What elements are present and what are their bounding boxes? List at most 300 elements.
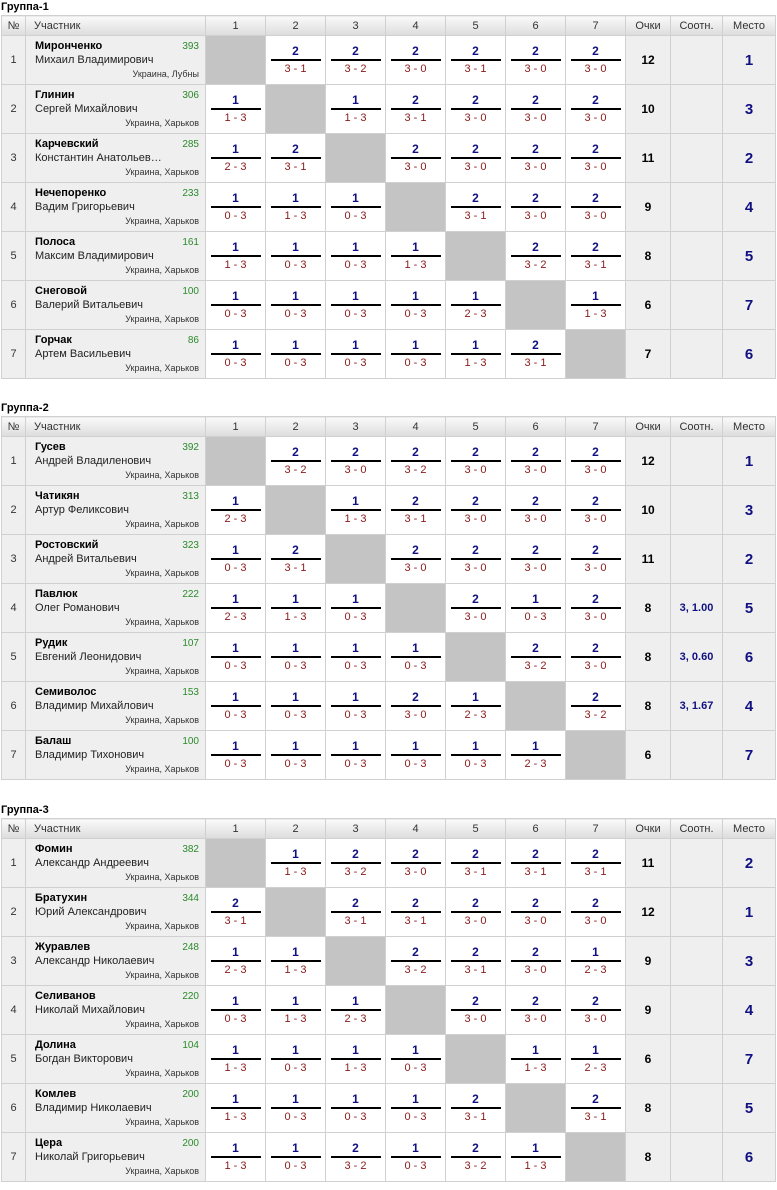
match-cell bbox=[566, 36, 626, 85]
player-first-name: Андрей Витальевич bbox=[35, 553, 137, 565]
match-points: 2 bbox=[292, 142, 299, 156]
table-row bbox=[2, 232, 776, 281]
total-points: 6 bbox=[626, 1035, 671, 1084]
player-surname[interactable]: Балаш bbox=[35, 735, 72, 747]
match-points: 2 bbox=[592, 445, 599, 459]
match-points: 2 bbox=[592, 896, 599, 910]
player-surname[interactable]: Рудик bbox=[35, 637, 68, 649]
match-score: 3 - 0 bbox=[584, 513, 607, 525]
header-points: Очки bbox=[626, 819, 671, 839]
match-points: 2 bbox=[592, 592, 599, 606]
match-cell bbox=[326, 330, 386, 379]
match-points: 1 bbox=[232, 142, 239, 156]
player-surname[interactable]: Гусев bbox=[35, 441, 66, 453]
player-rating: 248 bbox=[182, 942, 199, 953]
row-number: 5 bbox=[2, 1035, 26, 1084]
match-score: 3 - 0 bbox=[584, 161, 607, 173]
header-col-3: 3 bbox=[326, 16, 386, 36]
match-score: 3 - 2 bbox=[524, 259, 547, 271]
match-score: 1 - 3 bbox=[224, 1062, 247, 1074]
player-first-name: Константин Анатольев… bbox=[35, 152, 162, 164]
match-cell bbox=[206, 1035, 266, 1084]
player-city: Украина, Харьков bbox=[125, 764, 199, 774]
match-points: 2 bbox=[472, 994, 479, 1008]
player-city: Украина, Харьков bbox=[125, 666, 199, 676]
row-number: 7 bbox=[2, 731, 26, 780]
player-cell[interactable] bbox=[26, 937, 206, 986]
match-points: 1 bbox=[292, 739, 299, 753]
match-points: 2 bbox=[352, 896, 359, 910]
ratio bbox=[671, 1035, 723, 1084]
match-score: 0 - 3 bbox=[344, 660, 367, 672]
player-surname[interactable]: Чатикян bbox=[35, 490, 80, 502]
total-points: 12 bbox=[626, 888, 671, 937]
total-points: 6 bbox=[626, 731, 671, 780]
match-points: 2 bbox=[472, 847, 479, 861]
match-score: 0 - 3 bbox=[224, 562, 247, 574]
place: 5 bbox=[723, 584, 776, 633]
player-surname[interactable]: Ростовский bbox=[35, 539, 99, 551]
player-first-name: Михаил Владимирович bbox=[35, 54, 154, 66]
match-cell bbox=[506, 1035, 566, 1084]
player-cell[interactable] bbox=[26, 1133, 206, 1182]
total-points: 12 bbox=[626, 437, 671, 486]
player-rating: 104 bbox=[182, 1040, 199, 1051]
player-city: Украина, Харьков bbox=[125, 363, 199, 373]
match-cell bbox=[386, 1035, 446, 1084]
match-points: 1 bbox=[352, 191, 359, 205]
match-cell bbox=[506, 232, 566, 281]
place: 2 bbox=[723, 839, 776, 888]
player-cell[interactable] bbox=[26, 584, 206, 633]
match-cell bbox=[206, 888, 266, 937]
match-points: 2 bbox=[592, 191, 599, 205]
round-robin-table bbox=[1, 15, 776, 379]
total-points: 11 bbox=[626, 839, 671, 888]
match-cell bbox=[446, 888, 506, 937]
diagonal-cell bbox=[326, 937, 386, 986]
match-score: 0 - 3 bbox=[404, 357, 427, 369]
player-cell[interactable] bbox=[26, 731, 206, 780]
match-points: 2 bbox=[532, 93, 539, 107]
match-points: 1 bbox=[352, 1043, 359, 1057]
match-score: 2 - 3 bbox=[224, 161, 247, 173]
match-points: 1 bbox=[232, 240, 239, 254]
match-points: 1 bbox=[532, 739, 539, 753]
match-score: 2 - 3 bbox=[584, 1062, 607, 1074]
match-points: 1 bbox=[412, 1092, 419, 1106]
player-first-name: Александр Андреевич bbox=[35, 857, 149, 869]
match-score: 3 - 2 bbox=[464, 1160, 487, 1172]
match-cell bbox=[566, 839, 626, 888]
player-rating: 100 bbox=[182, 736, 199, 747]
match-cell bbox=[386, 1084, 446, 1133]
match-points: 2 bbox=[532, 191, 539, 205]
group-title: Группа-1 bbox=[1, 1, 49, 13]
player-cell[interactable] bbox=[26, 682, 206, 731]
match-cell bbox=[266, 731, 326, 780]
match-points: 2 bbox=[412, 494, 419, 508]
match-score: 3 - 0 bbox=[524, 562, 547, 574]
match-cell bbox=[206, 937, 266, 986]
diagonal-cell bbox=[266, 85, 326, 134]
match-cell bbox=[326, 281, 386, 330]
match-cell bbox=[326, 183, 386, 232]
match-points: 1 bbox=[232, 641, 239, 655]
match-cell bbox=[326, 633, 386, 682]
player-surname[interactable]: Горчак bbox=[35, 334, 72, 346]
match-cell bbox=[506, 535, 566, 584]
match-cell bbox=[446, 183, 506, 232]
match-cell bbox=[566, 486, 626, 535]
table-row bbox=[2, 888, 776, 937]
player-cell[interactable] bbox=[26, 85, 206, 134]
match-points: 1 bbox=[232, 739, 239, 753]
match-score: 3 - 1 bbox=[584, 866, 607, 878]
match-cell bbox=[446, 937, 506, 986]
match-score: 3 - 1 bbox=[224, 915, 247, 927]
match-score: 3 - 0 bbox=[584, 1013, 607, 1025]
match-cell bbox=[446, 986, 506, 1035]
player-city: Украина, Харьков bbox=[125, 1068, 199, 1078]
player-cell[interactable] bbox=[26, 183, 206, 232]
total-points: 11 bbox=[626, 134, 671, 183]
match-points: 1 bbox=[292, 1141, 299, 1155]
row-number: 4 bbox=[2, 986, 26, 1035]
match-points: 1 bbox=[232, 945, 239, 959]
match-score: 1 - 3 bbox=[224, 1160, 247, 1172]
table-row bbox=[2, 731, 776, 780]
player-surname[interactable]: Братухин bbox=[35, 892, 88, 904]
match-score: 3 - 2 bbox=[404, 464, 427, 476]
player-cell[interactable] bbox=[26, 535, 206, 584]
header-col-3: 3 bbox=[326, 417, 386, 437]
player-city: Украина, Харьков bbox=[125, 970, 199, 980]
header-row bbox=[2, 16, 776, 36]
match-cell bbox=[266, 232, 326, 281]
match-cell bbox=[566, 535, 626, 584]
player-first-name: Богдан Викторович bbox=[35, 1053, 133, 1065]
player-cell[interactable] bbox=[26, 330, 206, 379]
player-surname[interactable]: Нечепоренко bbox=[35, 187, 107, 199]
match-score: 0 - 3 bbox=[344, 308, 367, 320]
match-score: 3 - 1 bbox=[464, 63, 487, 75]
match-cell bbox=[386, 633, 446, 682]
player-cell[interactable] bbox=[26, 633, 206, 682]
player-surname[interactable]: Журавлев bbox=[35, 941, 91, 953]
row-number: 4 bbox=[2, 584, 26, 633]
header-col-7: 7 bbox=[566, 819, 626, 839]
match-cell bbox=[206, 682, 266, 731]
header-row bbox=[2, 417, 776, 437]
match-points: 1 bbox=[472, 289, 479, 303]
player-cell[interactable] bbox=[26, 839, 206, 888]
match-points: 2 bbox=[532, 641, 539, 655]
header-col-4: 4 bbox=[386, 417, 446, 437]
match-cell bbox=[446, 584, 506, 633]
match-score: 1 - 3 bbox=[344, 112, 367, 124]
row-number: 2 bbox=[2, 85, 26, 134]
match-score: 0 - 3 bbox=[404, 1111, 427, 1123]
player-surname[interactable]: Комлев bbox=[35, 1088, 77, 1100]
match-score: 3 - 1 bbox=[344, 915, 367, 927]
player-surname[interactable]: Миронченко bbox=[35, 40, 103, 52]
player-cell[interactable] bbox=[26, 486, 206, 535]
place: 7 bbox=[723, 281, 776, 330]
player-surname[interactable]: Селиванов bbox=[35, 990, 96, 1002]
match-cell bbox=[566, 986, 626, 1035]
header-col-4: 4 bbox=[386, 16, 446, 36]
player-cell[interactable] bbox=[26, 437, 206, 486]
player-cell[interactable] bbox=[26, 232, 206, 281]
match-points: 1 bbox=[352, 739, 359, 753]
match-points: 2 bbox=[532, 44, 539, 58]
match-points: 1 bbox=[592, 945, 599, 959]
match-cell bbox=[386, 232, 446, 281]
match-score: 0 - 3 bbox=[224, 357, 247, 369]
match-points: 1 bbox=[412, 289, 419, 303]
match-score: 3 - 0 bbox=[584, 562, 607, 574]
match-score: 2 - 3 bbox=[524, 758, 547, 770]
match-score: 3 - 1 bbox=[284, 63, 307, 75]
player-first-name: Артем Васильевич bbox=[35, 348, 131, 360]
match-points: 2 bbox=[532, 338, 539, 352]
diagonal-cell bbox=[386, 986, 446, 1035]
player-cell[interactable] bbox=[26, 1084, 206, 1133]
match-points: 2 bbox=[472, 1141, 479, 1155]
player-cell[interactable] bbox=[26, 986, 206, 1035]
player-surname[interactable]: Фомин bbox=[35, 843, 73, 855]
match-score: 3 - 0 bbox=[344, 464, 367, 476]
table-row bbox=[2, 1084, 776, 1133]
match-points: 2 bbox=[472, 1092, 479, 1106]
place: 1 bbox=[723, 888, 776, 937]
player-rating: 86 bbox=[187, 335, 199, 346]
match-points: 1 bbox=[352, 690, 359, 704]
diagonal-cell bbox=[266, 486, 326, 535]
row-number: 3 bbox=[2, 134, 26, 183]
group-title: Группа-2 bbox=[1, 402, 49, 414]
player-city: Украина, Харьков bbox=[125, 568, 199, 578]
ratio bbox=[671, 1084, 723, 1133]
match-cell bbox=[206, 486, 266, 535]
player-surname[interactable]: Карчевский bbox=[35, 138, 99, 150]
player-surname[interactable]: Полоса bbox=[35, 236, 76, 248]
ratio bbox=[671, 330, 723, 379]
match-score: 3 - 2 bbox=[344, 63, 367, 75]
ratio bbox=[671, 281, 723, 330]
match-cell bbox=[386, 535, 446, 584]
match-cell bbox=[446, 486, 506, 535]
player-surname[interactable]: Цера bbox=[35, 1137, 63, 1149]
ratio bbox=[671, 986, 723, 1035]
match-points: 1 bbox=[412, 1043, 419, 1057]
match-cell bbox=[566, 682, 626, 731]
match-cell bbox=[206, 183, 266, 232]
match-score: 3 - 2 bbox=[284, 464, 307, 476]
header-place: Место bbox=[723, 16, 776, 36]
match-points: 1 bbox=[232, 494, 239, 508]
player-cell[interactable] bbox=[26, 888, 206, 937]
match-score: 3 - 0 bbox=[584, 63, 607, 75]
row-number: 7 bbox=[2, 1133, 26, 1182]
match-points: 1 bbox=[292, 994, 299, 1008]
match-cell bbox=[506, 36, 566, 85]
match-cell bbox=[446, 839, 506, 888]
match-points: 1 bbox=[232, 592, 239, 606]
player-rating: 285 bbox=[182, 139, 199, 150]
row-number: 4 bbox=[2, 183, 26, 232]
match-points: 2 bbox=[592, 690, 599, 704]
header-ratio: Соотн. bbox=[671, 819, 723, 839]
ratio bbox=[671, 134, 723, 183]
match-cell bbox=[206, 134, 266, 183]
ratio bbox=[671, 731, 723, 780]
row-number: 3 bbox=[2, 937, 26, 986]
player-first-name: Вадим Григорьевич bbox=[35, 201, 135, 213]
match-cell bbox=[326, 85, 386, 134]
match-points: 2 bbox=[532, 142, 539, 156]
match-cell bbox=[446, 36, 506, 85]
header-col-5: 5 bbox=[446, 417, 506, 437]
match-score: 0 - 3 bbox=[344, 357, 367, 369]
header-num: № bbox=[2, 16, 26, 36]
match-score: 2 - 3 bbox=[224, 964, 247, 976]
match-points: 1 bbox=[292, 1092, 299, 1106]
table-row bbox=[2, 584, 776, 633]
match-cell bbox=[566, 584, 626, 633]
match-score: 3 - 2 bbox=[524, 660, 547, 672]
player-cell[interactable] bbox=[26, 1035, 206, 1084]
player-city: Украина, Харьков bbox=[125, 1166, 199, 1176]
player-cell[interactable] bbox=[26, 36, 206, 85]
match-score: 0 - 3 bbox=[284, 1111, 307, 1123]
match-cell bbox=[446, 330, 506, 379]
total-points: 7 bbox=[626, 330, 671, 379]
match-score: 3 - 1 bbox=[284, 161, 307, 173]
header-col-1: 1 bbox=[206, 16, 266, 36]
match-cell bbox=[386, 36, 446, 85]
player-surname[interactable]: Глинин bbox=[35, 89, 75, 101]
place: 6 bbox=[723, 1133, 776, 1182]
place: 4 bbox=[723, 986, 776, 1035]
player-first-name: Олег Романович bbox=[35, 602, 120, 614]
match-score: 3 - 0 bbox=[524, 112, 547, 124]
player-cell[interactable] bbox=[26, 281, 206, 330]
match-cell bbox=[446, 1084, 506, 1133]
match-score: 3 - 0 bbox=[524, 964, 547, 976]
match-points: 1 bbox=[232, 543, 239, 557]
player-first-name: Артур Феликсович bbox=[35, 504, 129, 516]
total-points: 12 bbox=[626, 36, 671, 85]
match-score: 3 - 0 bbox=[524, 210, 547, 222]
table-row bbox=[2, 281, 776, 330]
header-col-7: 7 bbox=[566, 16, 626, 36]
player-city: Украина, Харьков bbox=[125, 872, 199, 882]
header-num: № bbox=[2, 417, 26, 437]
table-row bbox=[2, 330, 776, 379]
player-surname[interactable]: Семиволос bbox=[35, 686, 97, 698]
match-score: 1 - 3 bbox=[344, 1062, 367, 1074]
match-score: 3 - 0 bbox=[524, 161, 547, 173]
ratio: 3, 0.60 bbox=[671, 633, 723, 682]
match-points: 1 bbox=[472, 739, 479, 753]
match-cell bbox=[566, 937, 626, 986]
match-cell bbox=[506, 839, 566, 888]
match-points: 2 bbox=[592, 240, 599, 254]
match-score: 3 - 1 bbox=[404, 112, 427, 124]
ratio bbox=[671, 1133, 723, 1182]
match-points: 1 bbox=[352, 1092, 359, 1106]
match-points: 1 bbox=[412, 240, 419, 254]
match-cell bbox=[266, 1035, 326, 1084]
player-rating: 153 bbox=[182, 687, 199, 698]
match-points: 2 bbox=[412, 847, 419, 861]
player-surname[interactable]: Долина bbox=[35, 1039, 76, 1051]
header-col-1: 1 bbox=[206, 417, 266, 437]
match-score: 3 - 0 bbox=[404, 709, 427, 721]
player-surname[interactable]: Снеговой bbox=[35, 285, 87, 297]
match-cell bbox=[326, 1133, 386, 1182]
ratio: 3, 1.67 bbox=[671, 682, 723, 731]
match-score: 0 - 3 bbox=[224, 210, 247, 222]
match-cell bbox=[506, 986, 566, 1035]
player-city: Украина, Харьков bbox=[125, 265, 199, 275]
player-first-name: Николай Михайлович bbox=[35, 1004, 145, 1016]
match-score: 3 - 0 bbox=[404, 562, 427, 574]
match-cell bbox=[206, 584, 266, 633]
match-cell bbox=[566, 437, 626, 486]
ratio bbox=[671, 183, 723, 232]
header-player: Участник bbox=[26, 417, 206, 437]
match-cell bbox=[266, 839, 326, 888]
match-score: 3 - 1 bbox=[464, 866, 487, 878]
match-cell bbox=[206, 281, 266, 330]
player-rating: 306 bbox=[182, 90, 199, 101]
player-first-name: Максим Владимирович bbox=[35, 250, 154, 262]
match-score: 1 - 3 bbox=[284, 1013, 307, 1025]
match-score: 0 - 3 bbox=[284, 660, 307, 672]
player-cell[interactable] bbox=[26, 134, 206, 183]
match-points: 2 bbox=[232, 896, 239, 910]
match-cell bbox=[566, 85, 626, 134]
match-points: 2 bbox=[292, 44, 299, 58]
ratio bbox=[671, 437, 723, 486]
match-score: 3 - 2 bbox=[344, 1160, 367, 1172]
match-score: 3 - 0 bbox=[584, 112, 607, 124]
player-surname[interactable]: Павлюк bbox=[35, 588, 78, 600]
header-points: Очки bbox=[626, 417, 671, 437]
place: 6 bbox=[723, 633, 776, 682]
match-score: 0 - 3 bbox=[524, 611, 547, 623]
match-points: 1 bbox=[352, 93, 359, 107]
diagonal-cell bbox=[326, 134, 386, 183]
table-row bbox=[2, 1133, 776, 1182]
match-score: 1 - 3 bbox=[404, 259, 427, 271]
row-number: 3 bbox=[2, 535, 26, 584]
match-cell bbox=[266, 682, 326, 731]
player-rating: 392 bbox=[182, 442, 199, 453]
match-score: 0 - 3 bbox=[224, 709, 247, 721]
match-score: 0 - 3 bbox=[284, 357, 307, 369]
match-score: 1 - 3 bbox=[284, 866, 307, 878]
match-cell bbox=[386, 888, 446, 937]
match-score: 3 - 1 bbox=[524, 866, 547, 878]
match-cell bbox=[506, 888, 566, 937]
match-score: 0 - 3 bbox=[284, 709, 307, 721]
row-number: 6 bbox=[2, 682, 26, 731]
row-number: 5 bbox=[2, 232, 26, 281]
